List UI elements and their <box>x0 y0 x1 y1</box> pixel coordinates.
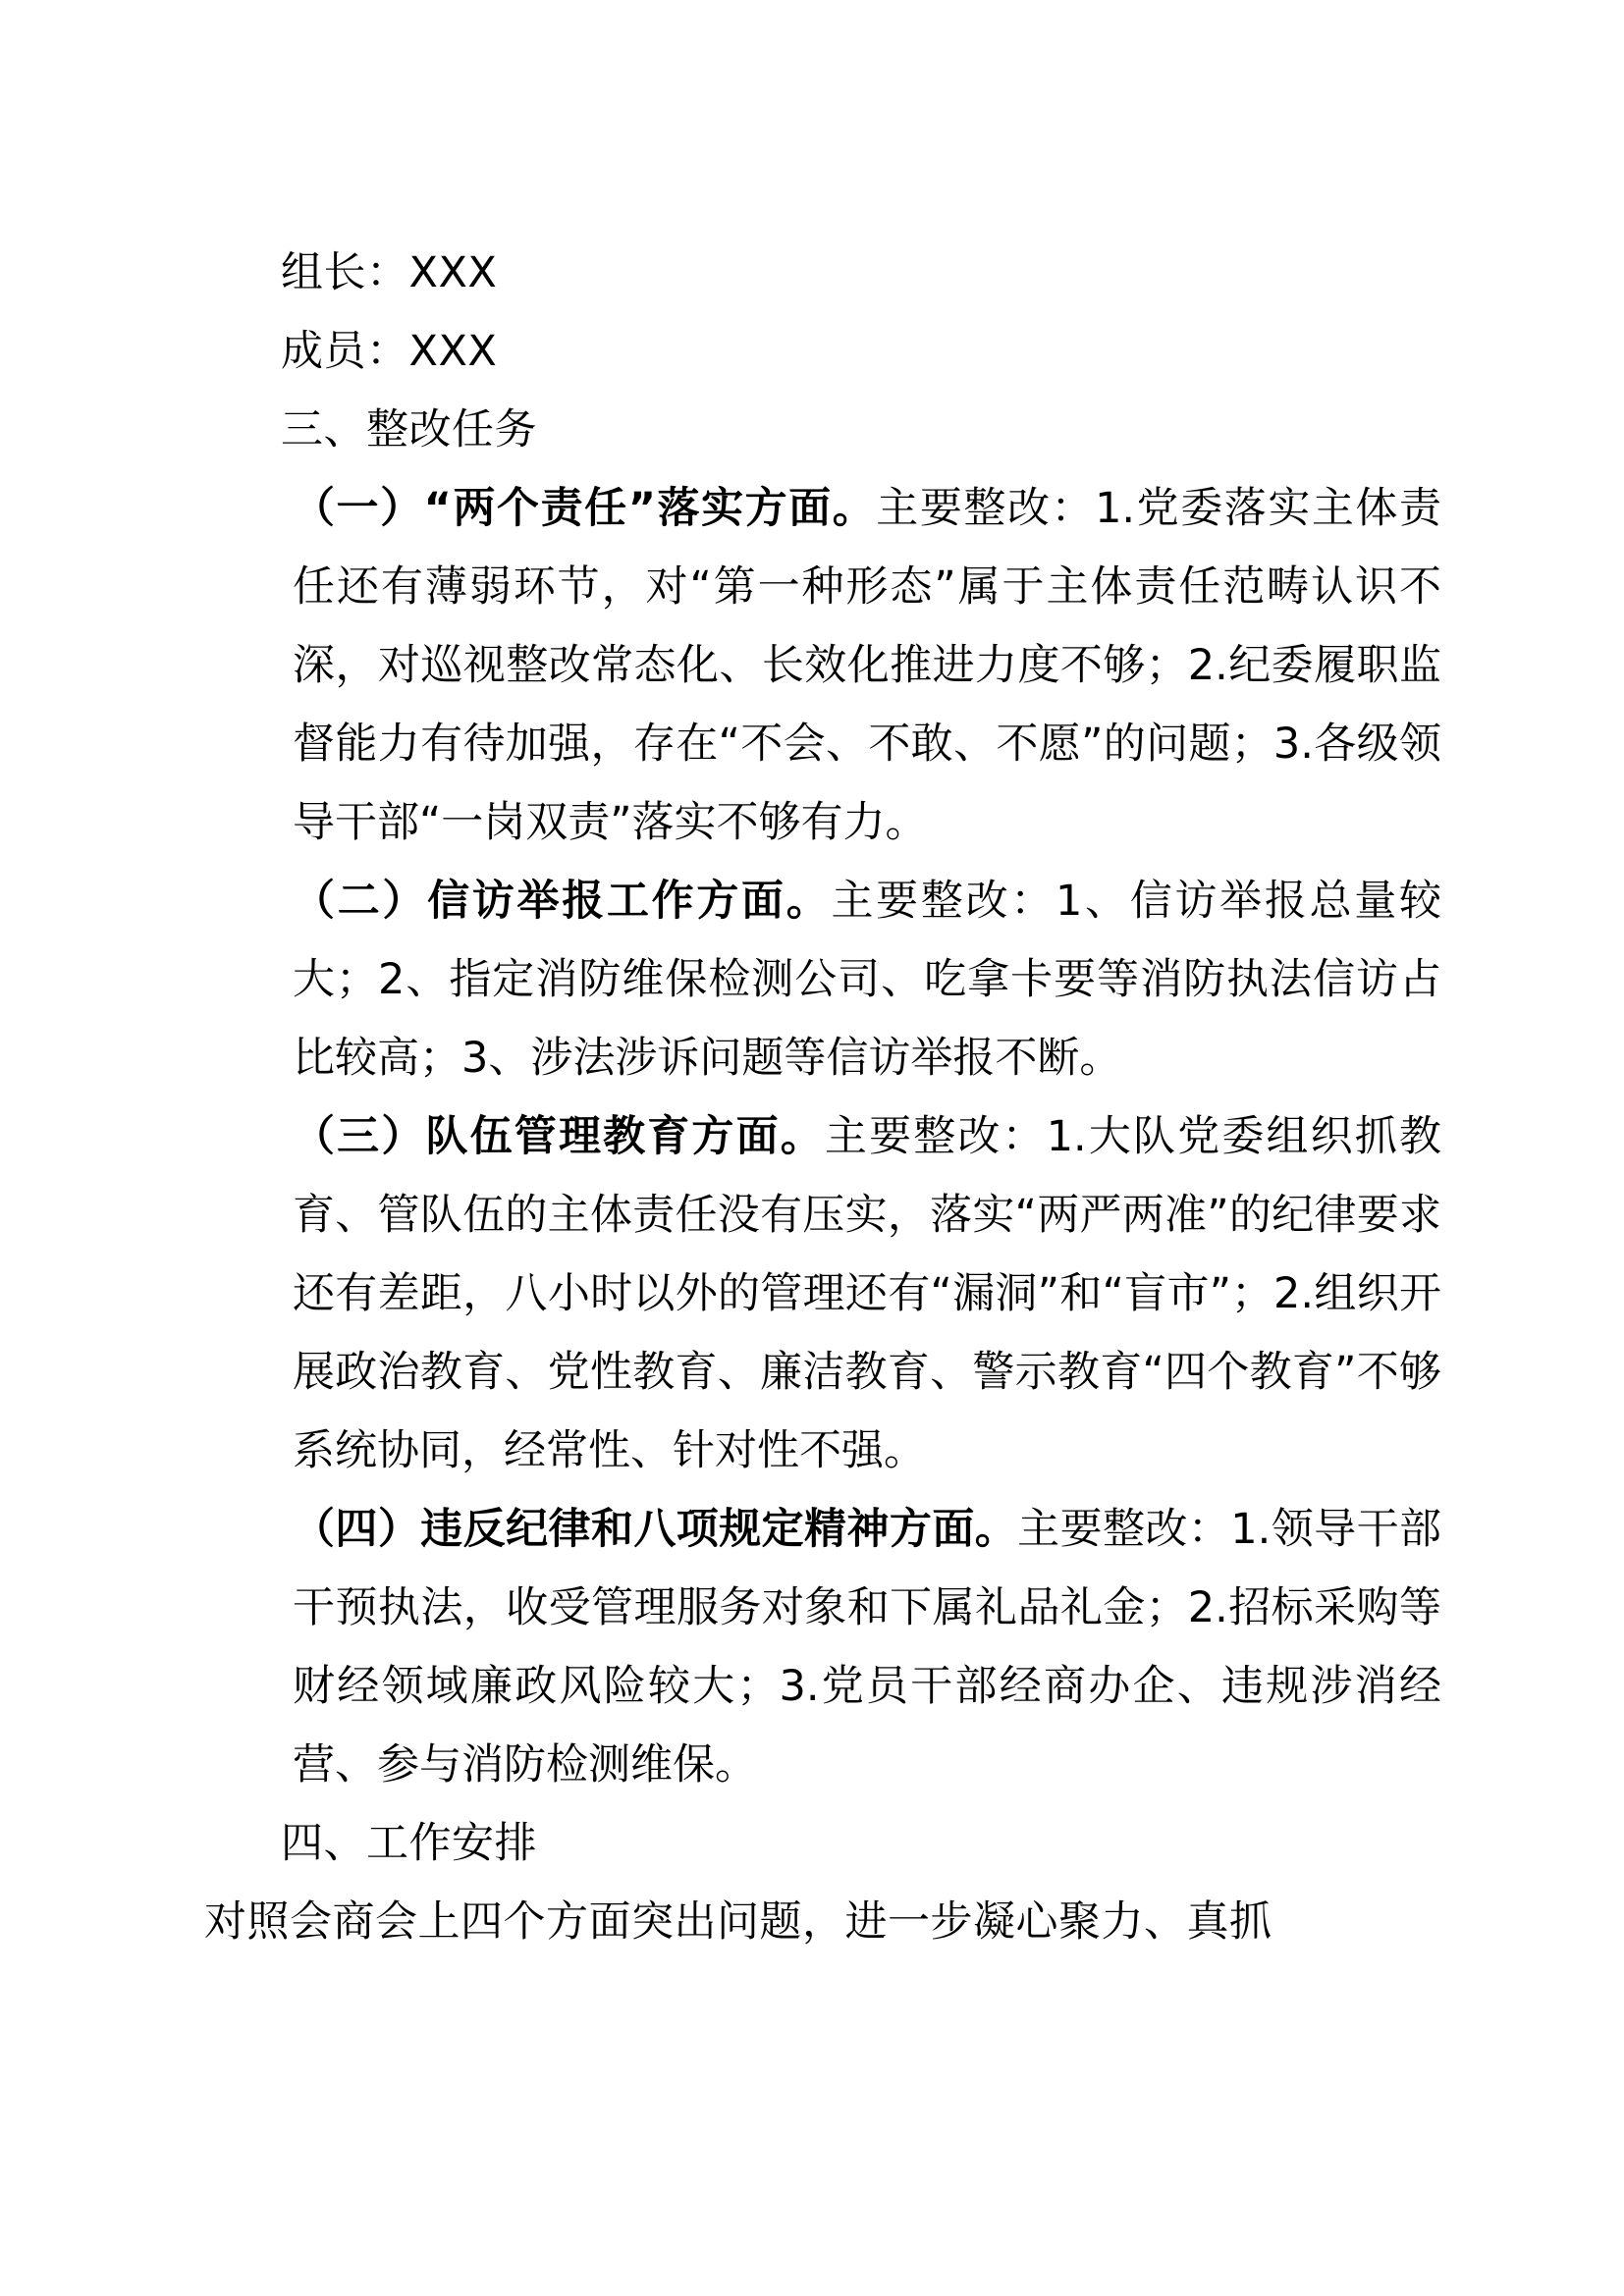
arrangement-body: 对照会商会上四个方面突出问题，进一步凝心聚力、真抓 <box>204 1897 1272 1947</box>
task-item-title: （二）信访举报工作方面。 <box>293 877 832 926</box>
section-heading-tasks: 三、整改任务 <box>281 405 537 454</box>
document-body <box>194 234 1441 1961</box>
task-item-2 <box>194 862 1441 1097</box>
team-leader: 组长：XXX <box>281 248 498 297</box>
task-item-body: 主要整改：1.领导干部干预执法，收受管理服务对象和下属礼品礼金；2.招标采购等财经领域廉政风险较大；3.党员干部经商办企、违规涉消经营、参与消防检测维保。 <box>293 1505 1441 1789</box>
task-item-body: 主要整改：1.大队党委组织抓教育、管队伍的主体责任没有压实，落实“两严两准”的纪律要求还有差距，八小时以外的管理还有“漏洞”和“盲市”；2.组织开展政治教育、党性教育、廉洁教育、警示教育“四个教育”不够系统协同，经常性、针对性不强。 <box>293 1112 1441 1475</box>
task-item-title: （四）违反纪律和八项规定精神方面。 <box>293 1505 1018 1554</box>
task-item-4 <box>194 1490 1441 1804</box>
team-members: 成员：XXX <box>281 327 498 376</box>
task-item-body: 主要整改：1、信访举报总量较大；2、指定消防维保检测公司、吃拿卡要等消防执法信访占比较高；3、涉法涉诉问题等信访举报不断。 <box>293 877 1441 1083</box>
task-item-1 <box>194 469 1441 862</box>
task-item-body: 主要整改：1.党委落实主体责任还有薄弱环节，对“第一种形态”属于主体责任范畴认识不深，对巡视整改常态化、长效化推进力度不够；2.纪委履职监督能力有待加强，存在“不会、不敢、不愿”的问题；3.各级领导干部“一岗双责”落实不够有力。 <box>293 484 1441 847</box>
task-item-3 <box>194 1097 1441 1490</box>
task-item-title: （三）队伍管理教育方面。 <box>293 1112 825 1161</box>
task-item-title: （一）“两个责任”落实方面。 <box>293 484 877 533</box>
section-heading-arrangement: 四、工作安排 <box>281 1819 537 1868</box>
